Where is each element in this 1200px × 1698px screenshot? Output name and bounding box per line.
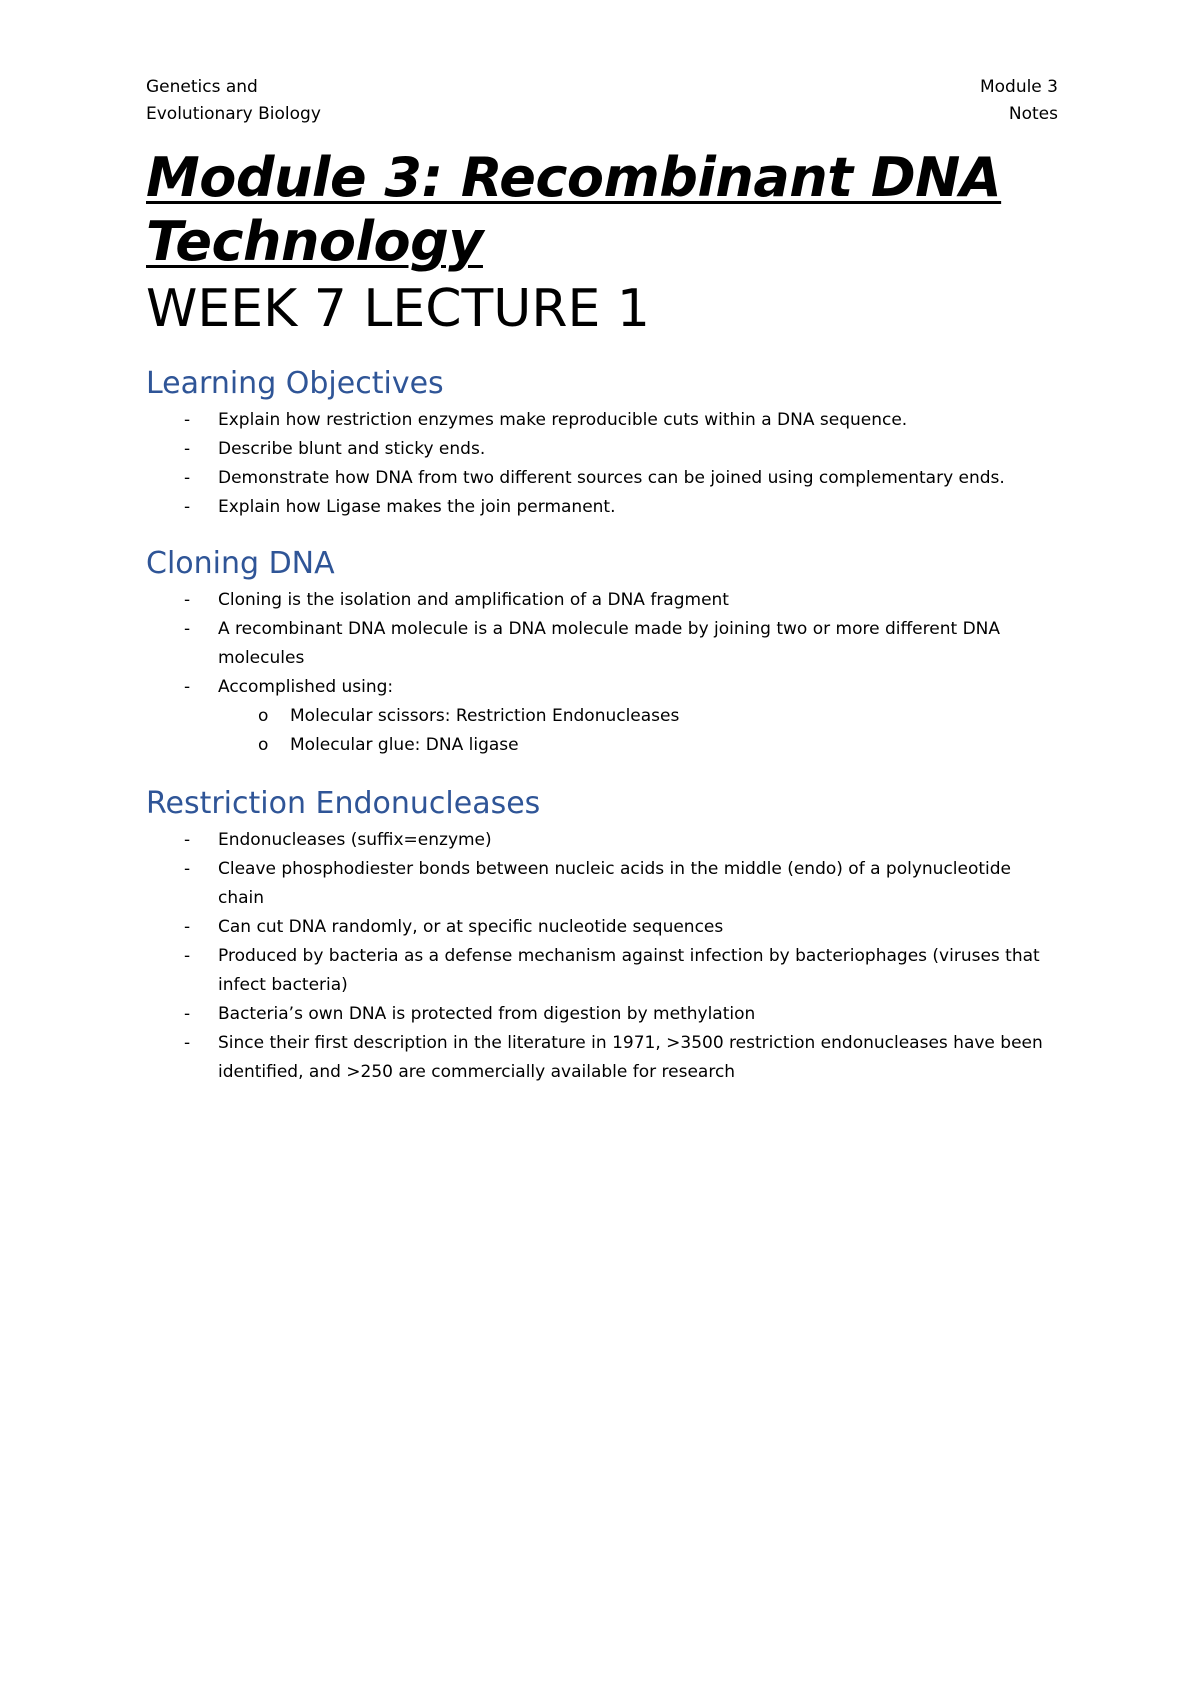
list-item-text: Can cut DNA randomly, or at specific nucleotide sequences — [218, 917, 724, 937]
list-item-text: Explain how Ligase makes the join permanent. — [218, 497, 616, 517]
list-item-text: Bacteria’s own DNA is protected from digestion by methylation — [218, 1004, 756, 1024]
bullet-dash: - — [184, 917, 191, 937]
list-item — [146, 942, 1058, 1000]
bullet-dash: - — [184, 619, 191, 639]
header-course — [146, 74, 546, 128]
list-item-text: Describe blunt and sticky ends. — [218, 439, 486, 459]
list-item-text: Cleave phosphodiester bonds between nucleic acids in the middle (endo) of a polynucleotide chain — [218, 859, 1012, 908]
bullet-dash: - — [184, 590, 191, 610]
tools-sublist — [218, 702, 1058, 760]
list-item — [146, 464, 1058, 493]
header-module-line-2: Notes — [1008, 104, 1058, 124]
document-body — [146, 146, 1058, 1087]
list-item-text: Accomplished using: — [218, 677, 394, 697]
list-item — [146, 1000, 1058, 1029]
restriction-endonucleases-list — [146, 826, 1058, 1087]
bullet-dash: - — [184, 439, 191, 459]
bullet-circle: o — [258, 706, 269, 726]
header-course-line-2: Evolutionary Biology — [146, 104, 321, 124]
bullet-dash: - — [184, 946, 191, 966]
list-item — [146, 913, 1058, 942]
heading-restriction-endonucleases: Restriction Endonucleases — [146, 786, 541, 821]
learning-objectives-list — [146, 406, 1058, 522]
sub-list-item — [218, 731, 1058, 760]
bullet-dash: - — [184, 830, 191, 850]
bullet-dash: - — [184, 859, 191, 879]
list-item-text: Since their first description in the literature in 1971, >3500 restriction endonucleases have been identified, and >250 are commercially available for research — [218, 1033, 1043, 1082]
bullet-dash: - — [184, 1033, 191, 1053]
sub-list-item — [218, 702, 1058, 731]
bullet-dash: - — [184, 497, 191, 517]
heading-learning-objectives: Learning Objectives — [146, 366, 444, 401]
document-title — [146, 146, 1058, 274]
list-item — [146, 673, 1058, 760]
list-item — [146, 586, 1058, 615]
heading-cloning-dna: Cloning DNA — [146, 546, 335, 581]
sub-list-item-text: Molecular scissors: Restriction Endonucleases — [290, 706, 680, 726]
list-item-text: Cloning is the isolation and amplification of a DNA fragment — [218, 590, 729, 610]
bullet-dash: - — [184, 677, 191, 697]
bullet-dash: - — [184, 410, 191, 430]
list-item — [146, 855, 1058, 913]
list-item — [146, 615, 1058, 673]
list-item-text: Produced by bacteria as a defense mechanism against infection by bacteriophages (viruses that infect bacteria) — [218, 946, 1040, 995]
sub-list-item-text: Molecular glue: DNA ligase — [290, 735, 519, 755]
list-item — [146, 826, 1058, 855]
list-item — [146, 493, 1058, 522]
bullet-dash: - — [184, 468, 191, 488]
list-item — [146, 406, 1058, 435]
list-item-text: A recombinant DNA molecule is a DNA molecule made by joining two or more different DNA molecules — [218, 619, 1000, 668]
cloning-dna-list — [146, 586, 1058, 760]
lecture-subtitle: WEEK 7 LECTURE 1 — [146, 279, 650, 339]
header-course-line-1: Genetics and — [146, 77, 258, 97]
header-module — [758, 74, 1058, 128]
list-item — [146, 435, 1058, 464]
list-item-text: Endonucleases (suffix=enzyme) — [218, 830, 492, 850]
list-item — [146, 1029, 1058, 1087]
list-item-text: Demonstrate how DNA from two different sources can be joined using complementary ends. — [218, 468, 1005, 488]
bullet-dash: - — [184, 1004, 191, 1024]
list-item-text: Explain how restriction enzymes make reproducible cuts within a DNA sequence. — [218, 410, 908, 430]
document-title-text: Module 3: Recombinant DNA Technology — [146, 146, 1002, 273]
header-module-line-1: Module 3 — [979, 77, 1058, 97]
bullet-circle: o — [258, 735, 269, 755]
